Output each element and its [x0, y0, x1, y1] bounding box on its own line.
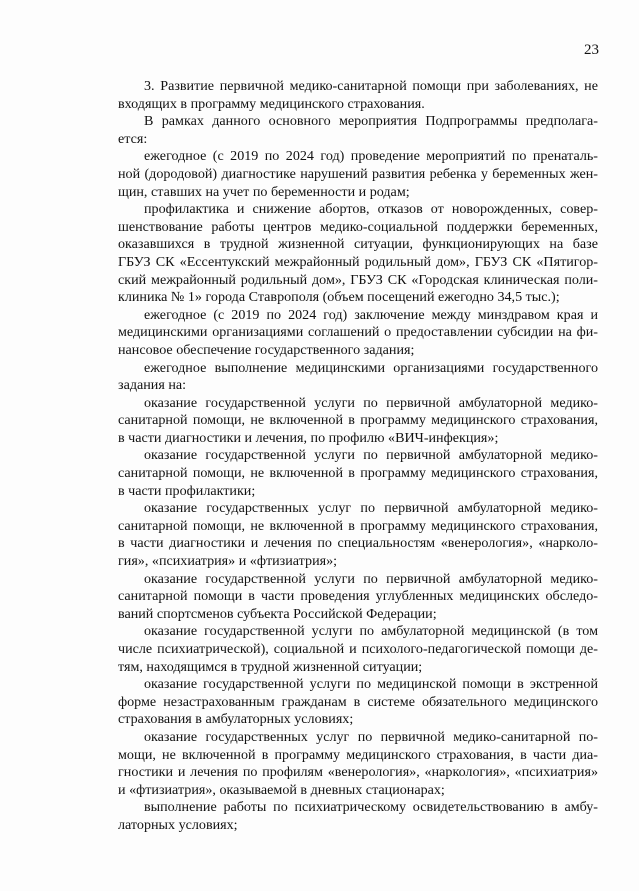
text-line: щин, ставших на учет по беременности и родам; — [118, 183, 410, 200]
text-line: мощи, не включенной в программу медицинского страхования, в части диа- — [118, 746, 598, 763]
text-line: оказание государственной услуги по амбулаторной медицинской (в том — [144, 623, 598, 640]
text-line: оказание государственных услуг по первичной медико-санитарной по- — [144, 728, 598, 745]
text-line: ежегодное (с 2019 по 2024 год) проведение мероприятий по пренаталь- — [144, 148, 598, 165]
text-line: В рамках данного основного мероприятия Подпрограммы предполага- — [144, 113, 598, 130]
text-line: в части профилактики; — [118, 482, 256, 499]
text-line: гностики и лечения по профилям «венерология», «наркология», «психиатрия» — [118, 764, 598, 781]
text-line: ной (дородовой) диагностике нарушений развития ребенка у беременных жен- — [118, 165, 598, 182]
text-line: клиника № 1» города Ставрополя (объем посещений ежегодно 34,5 тыс.); — [118, 289, 560, 306]
page-number: 23 — [584, 42, 599, 58]
text-line: оказание государственной услуги по медицинской помощи в экстренной — [144, 676, 598, 693]
text-line: в части диагностики и лечения по специальностям «венерология», «нарколо- — [118, 535, 598, 552]
text-line: латорных условиях; — [118, 816, 238, 833]
text-line: числе психиатрической), социальной и психолого-педагогической помощи де- — [118, 641, 598, 657]
document-body — [118, 78, 598, 835]
text-line: санитарной помощи в части проведения углубленных медицинских обследо- — [118, 588, 598, 605]
text-line: санитарной помощи, не включенной в программу медицинского страхования, — [118, 517, 598, 534]
text-line: ваний спортсменов субъекта Российской Федерации; — [118, 605, 437, 622]
text-line: входящих в программу медицинского страхования. — [118, 95, 425, 112]
text-line: ется: — [118, 130, 148, 147]
text-line: медицинскими организациями соглашений о предоставлении субсидии на фи- — [118, 324, 598, 341]
text-line: и «фтизиатрия», оказываемой в дневных стационарах; — [118, 781, 445, 798]
text-line: шенствование работы центров медико-социальной поддержки беременных, — [118, 218, 598, 235]
text-line: профилактика и снижение абортов, отказов от новорожденных, совер- — [144, 201, 598, 218]
text-line: выполнение работы по психиатрическому освидетельствованию в амбу- — [144, 799, 598, 816]
text-line: санитарной помощи, не включенной в программу медицинского страхования, — [118, 412, 598, 429]
text-line: оказание государственной услуги по первичной амбулаторной медико- — [144, 447, 598, 464]
text-line: гия», «психиатрия» и «фтизиатрия»; — [118, 553, 338, 570]
text-line: ский межрайонный родильный дом», ГБУЗ СК «Городская клиническая поли- — [118, 271, 598, 288]
text-line: ежегодное выполнение медицинскими организациями государственного — [144, 359, 598, 376]
text-line: оказание государственной услуги по первичной амбулаторной медико- — [144, 394, 598, 411]
text-line: ГБУЗ СК «Ессентукский межрайонный родильный дом», ГБУЗ СК «Пятигор- — [118, 253, 598, 270]
text-line: оказавшихся в трудной жизненной ситуации, функционирующих на базе — [118, 236, 598, 253]
text-line: санитарной помощи, не включенной в программу медицинского страхования, — [118, 465, 598, 482]
text-line: оказание государственных услуг по первичной амбулаторной медико- — [144, 500, 598, 517]
text-line: 3. Развитие первичной медико-санитарной помощи при заболеваниях, не — [144, 78, 598, 94]
text-line: оказание государственной услуги по первичной амбулаторной медико- — [144, 570, 598, 587]
text-line: нансовое обеспечение государственного задания; — [118, 341, 415, 358]
text-line: страхования в амбулаторных условиях; — [118, 711, 354, 728]
text-line: тям, находящимся в трудной жизненной ситуации; — [118, 658, 423, 675]
text-line: форме незастрахованным гражданам в системе обязательного медицинского — [118, 693, 598, 710]
text-line: ежегодное (с 2019 по 2024 год) заключение между минздравом края и — [144, 306, 598, 323]
text-line: в части диагностики и лечения, по профилю «ВИЧ-инфекция»; — [118, 429, 499, 446]
text-line: задания на: — [118, 377, 187, 394]
